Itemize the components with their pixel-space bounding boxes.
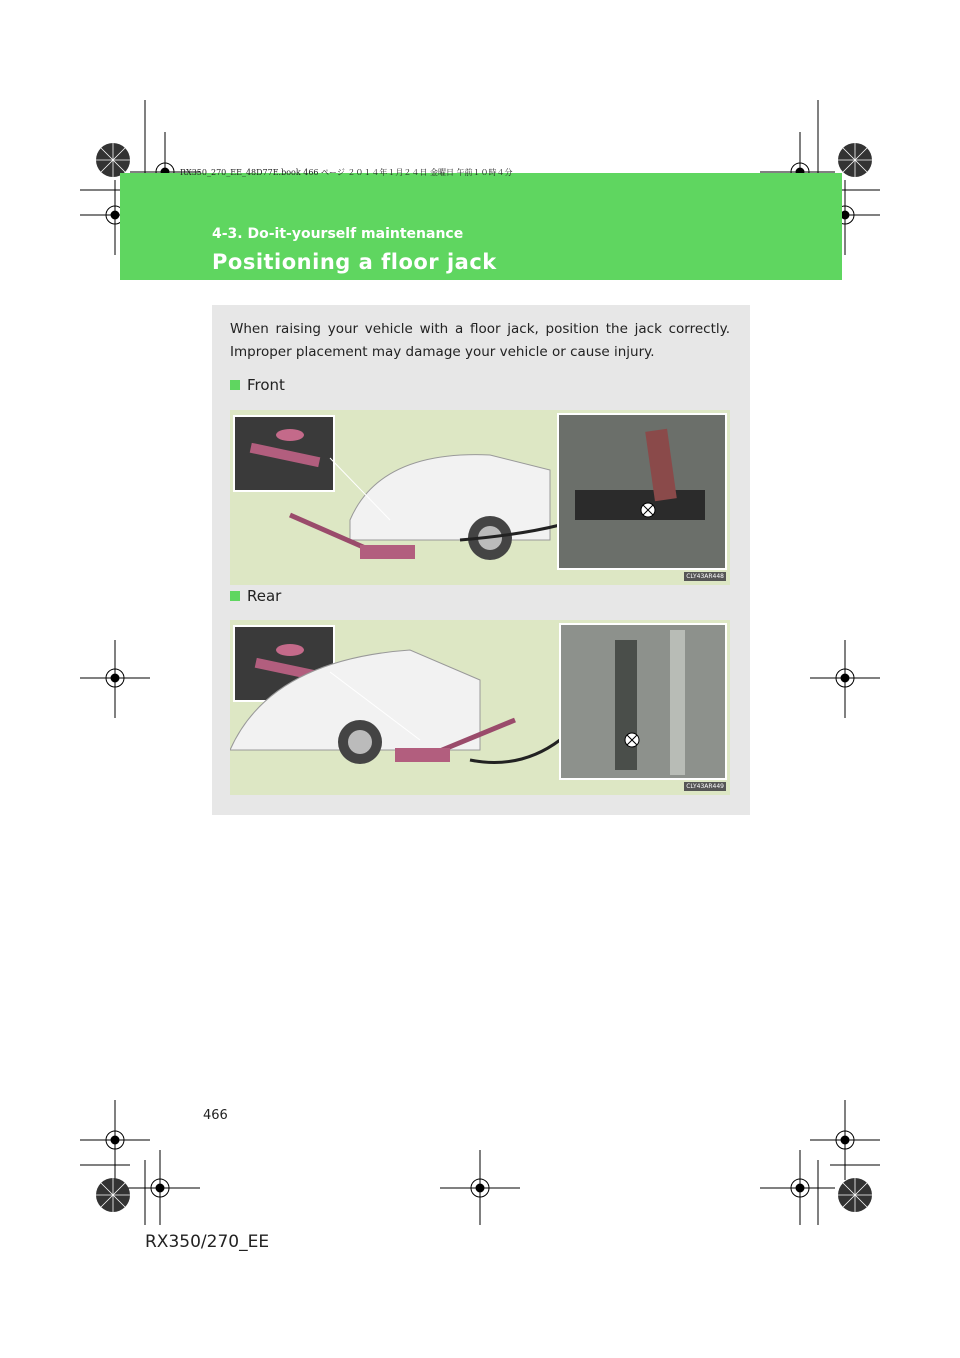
rear-illustration [230, 620, 730, 795]
crop-mark-mid-right [810, 640, 880, 718]
book-reference: RX350_270_EE_48D77E.book 466 ページ ２０１４年１月２４日 金曜日 午前１０時４分 [180, 168, 513, 177]
bullet-square [230, 380, 240, 390]
rear-heading-label: Rear [247, 587, 282, 605]
jack-saddle-icon [276, 429, 304, 441]
front-car-icon [350, 455, 550, 540]
rear-underbody-photo [560, 624, 726, 779]
model-code: RX350/270_EE [145, 1232, 270, 1252]
rear-jack-diagram [230, 620, 730, 795]
crop-mark-bottom-left [80, 1100, 200, 1225]
front-heading [230, 376, 285, 394]
front-jack-diagram [230, 410, 730, 585]
crop-mark-mid-left [80, 640, 150, 718]
rear-heading [230, 587, 281, 605]
front-figure-code: CLY43AR448 [686, 573, 724, 580]
intro-text: When raising your vehicle with a floor jack, position the jack correctly. Improper placement may damage your vehicle or cause injury. [230, 321, 730, 360]
crop-mark-bottom-center [440, 1150, 520, 1225]
jack-saddle-icon [276, 644, 304, 656]
bullet-square [230, 591, 240, 601]
section-heading: 4-3. Do-it-yourself maintenance [212, 226, 464, 242]
rear-figure-code: CLY43AR449 [686, 783, 724, 790]
pointer-arrow-icon [470, 740, 560, 763]
floor-jack-icon [360, 545, 415, 559]
floor-jack-icon [395, 748, 450, 762]
front-heading-label: Front [247, 376, 285, 394]
page-number: 466 [203, 1108, 228, 1123]
page-title: Positioning a floor jack [212, 250, 497, 274]
front-illustration [230, 410, 730, 585]
